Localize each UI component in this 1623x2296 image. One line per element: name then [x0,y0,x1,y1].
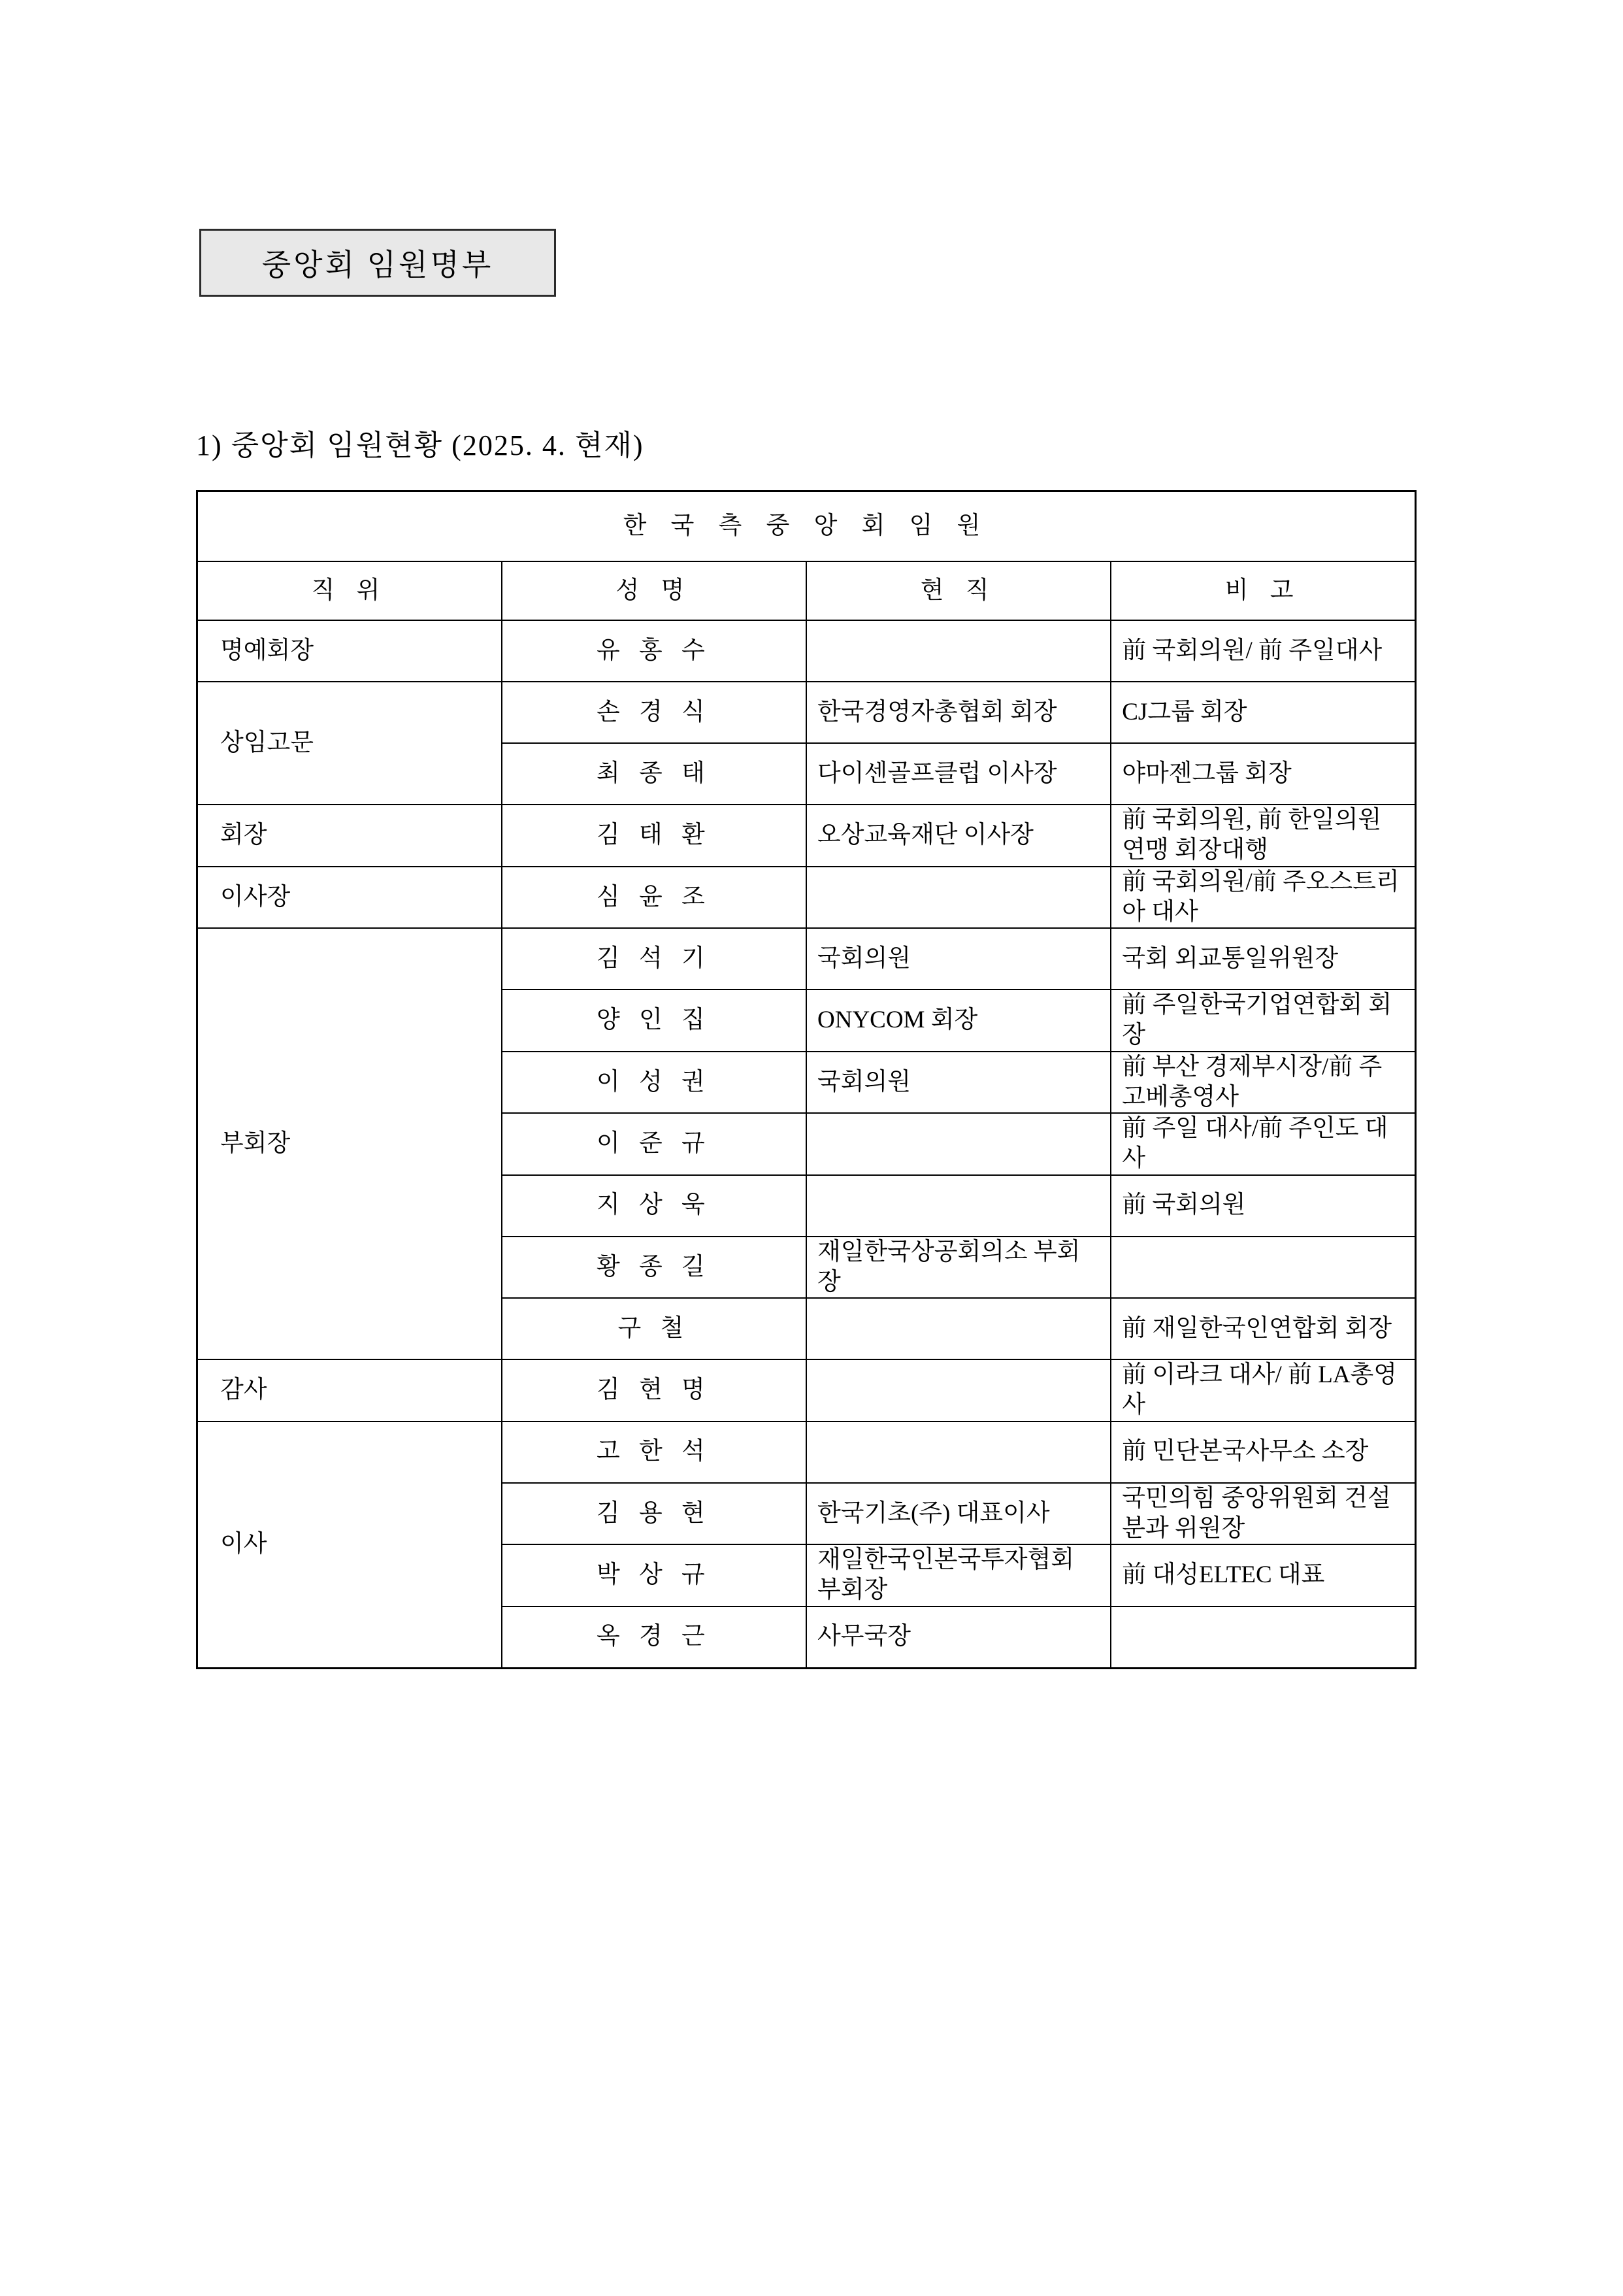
cell-note: 前 국회의원/ 前 주일대사 [1111,620,1415,682]
cell-current-position [806,867,1111,929]
cell-note: 국회 외교통일위원장 [1111,928,1415,990]
cell-name: 유 홍 수 [502,620,806,682]
officers-table-body [197,491,1416,1669]
column-header-note: 비 고 [1111,561,1415,620]
cell-current-position: 한국기초(주) 대표이사 [806,1483,1111,1545]
cell-name: 최 종 태 [502,743,806,805]
table-row [197,1422,1416,1483]
section-heading-box [199,229,556,297]
cell-name: 구 철 [502,1298,806,1359]
cell-name: 김 현 명 [502,1359,806,1422]
column-header-current: 현 직 [806,561,1111,620]
cell-note: 前 국회의원/前 주오스트리아 대사 [1111,867,1415,929]
cell-current-position [806,1175,1111,1237]
cell-name: 손 경 식 [502,682,806,743]
table-row [197,620,1416,682]
cell-note: 前 대성ELTEC 대표 [1111,1544,1415,1606]
cell-position: 감사 [197,1359,502,1422]
cell-name: 이 준 규 [502,1113,806,1175]
cell-name: 김 용 현 [502,1483,806,1545]
table-row [197,682,1416,743]
cell-note: 前 부산 경제부시장/前 주고베총영사 [1111,1052,1415,1114]
cell-position: 이사장 [197,867,502,929]
cell-name: 김 석 기 [502,928,806,990]
officers-table-wrap [196,490,1417,1669]
cell-current-position: ONYCOM 회장 [806,990,1111,1052]
cell-current-position: 국회의원 [806,928,1111,990]
cell-current-position [806,620,1111,682]
cell-note: CJ그룹 회장 [1111,682,1415,743]
cell-note: 前 국회의원, 前 한일의원연맹 회장대행 [1111,805,1415,867]
cell-position: 상임고문 [197,682,502,805]
cell-note: 前 주일한국기업연합회 회장 [1111,990,1415,1052]
cell-note: 국민의힘 중앙위원회 건설분과 위원장 [1111,1483,1415,1545]
cell-current-position [806,1359,1111,1422]
cell-current-position: 재일한국상공회의소 부회장 [806,1237,1111,1299]
cell-current-position: 재일한국인본국투자협회 부회장 [806,1544,1111,1606]
cell-current-position: 오상교육재단 이사장 [806,805,1111,867]
cell-name: 황 종 길 [502,1237,806,1299]
section-heading-label: 중앙회 임원명부 [261,248,494,282]
subheading: 1) 중앙회 임원현황 (2025. 4. 현재) [196,429,644,461]
cell-name: 심 윤 조 [502,867,806,929]
cell-current-position: 국회의원 [806,1052,1111,1114]
cell-note [1111,1237,1415,1299]
cell-position: 회장 [197,805,502,867]
cell-position: 이사 [197,1422,502,1669]
cell-name: 고 한 석 [502,1422,806,1483]
column-header-position: 직 위 [197,561,502,620]
table-title: 한 국 측 중 앙 회 임 원 [197,491,1416,562]
table-title-row [197,491,1416,562]
cell-name: 옥 경 근 [502,1606,806,1669]
cell-note: 前 주일 대사/前 주인도 대사 [1111,1113,1415,1175]
table-header-row [197,561,1416,620]
cell-note: 前 이라크 대사/ 前 LA총영사 [1111,1359,1415,1422]
cell-note: 前 민단본국사무소 소장 [1111,1422,1415,1483]
cell-current-position: 사무국장 [806,1606,1111,1669]
officers-table [196,490,1417,1669]
cell-name: 지 상 욱 [502,1175,806,1237]
cell-current-position [806,1422,1111,1483]
table-row [197,928,1416,990]
cell-name: 양 인 집 [502,990,806,1052]
cell-note: 前 재일한국인연합회 회장 [1111,1298,1415,1359]
cell-note: 야마젠그룹 회장 [1111,743,1415,805]
cell-note [1111,1606,1415,1669]
cell-name: 박 상 규 [502,1544,806,1606]
cell-name: 김 태 환 [502,805,806,867]
cell-current-position: 다이센골프클럽 이사장 [806,743,1111,805]
table-row [197,1359,1416,1422]
cell-name: 이 성 권 [502,1052,806,1114]
cell-current-position [806,1113,1111,1175]
cell-current-position [806,1298,1111,1359]
table-row [197,805,1416,867]
cell-note: 前 국회의원 [1111,1175,1415,1237]
cell-position: 명예회장 [197,620,502,682]
table-row [197,867,1416,929]
cell-current-position: 한국경영자총협회 회장 [806,682,1111,743]
column-header-name: 성 명 [502,561,806,620]
cell-position: 부회장 [197,928,502,1359]
